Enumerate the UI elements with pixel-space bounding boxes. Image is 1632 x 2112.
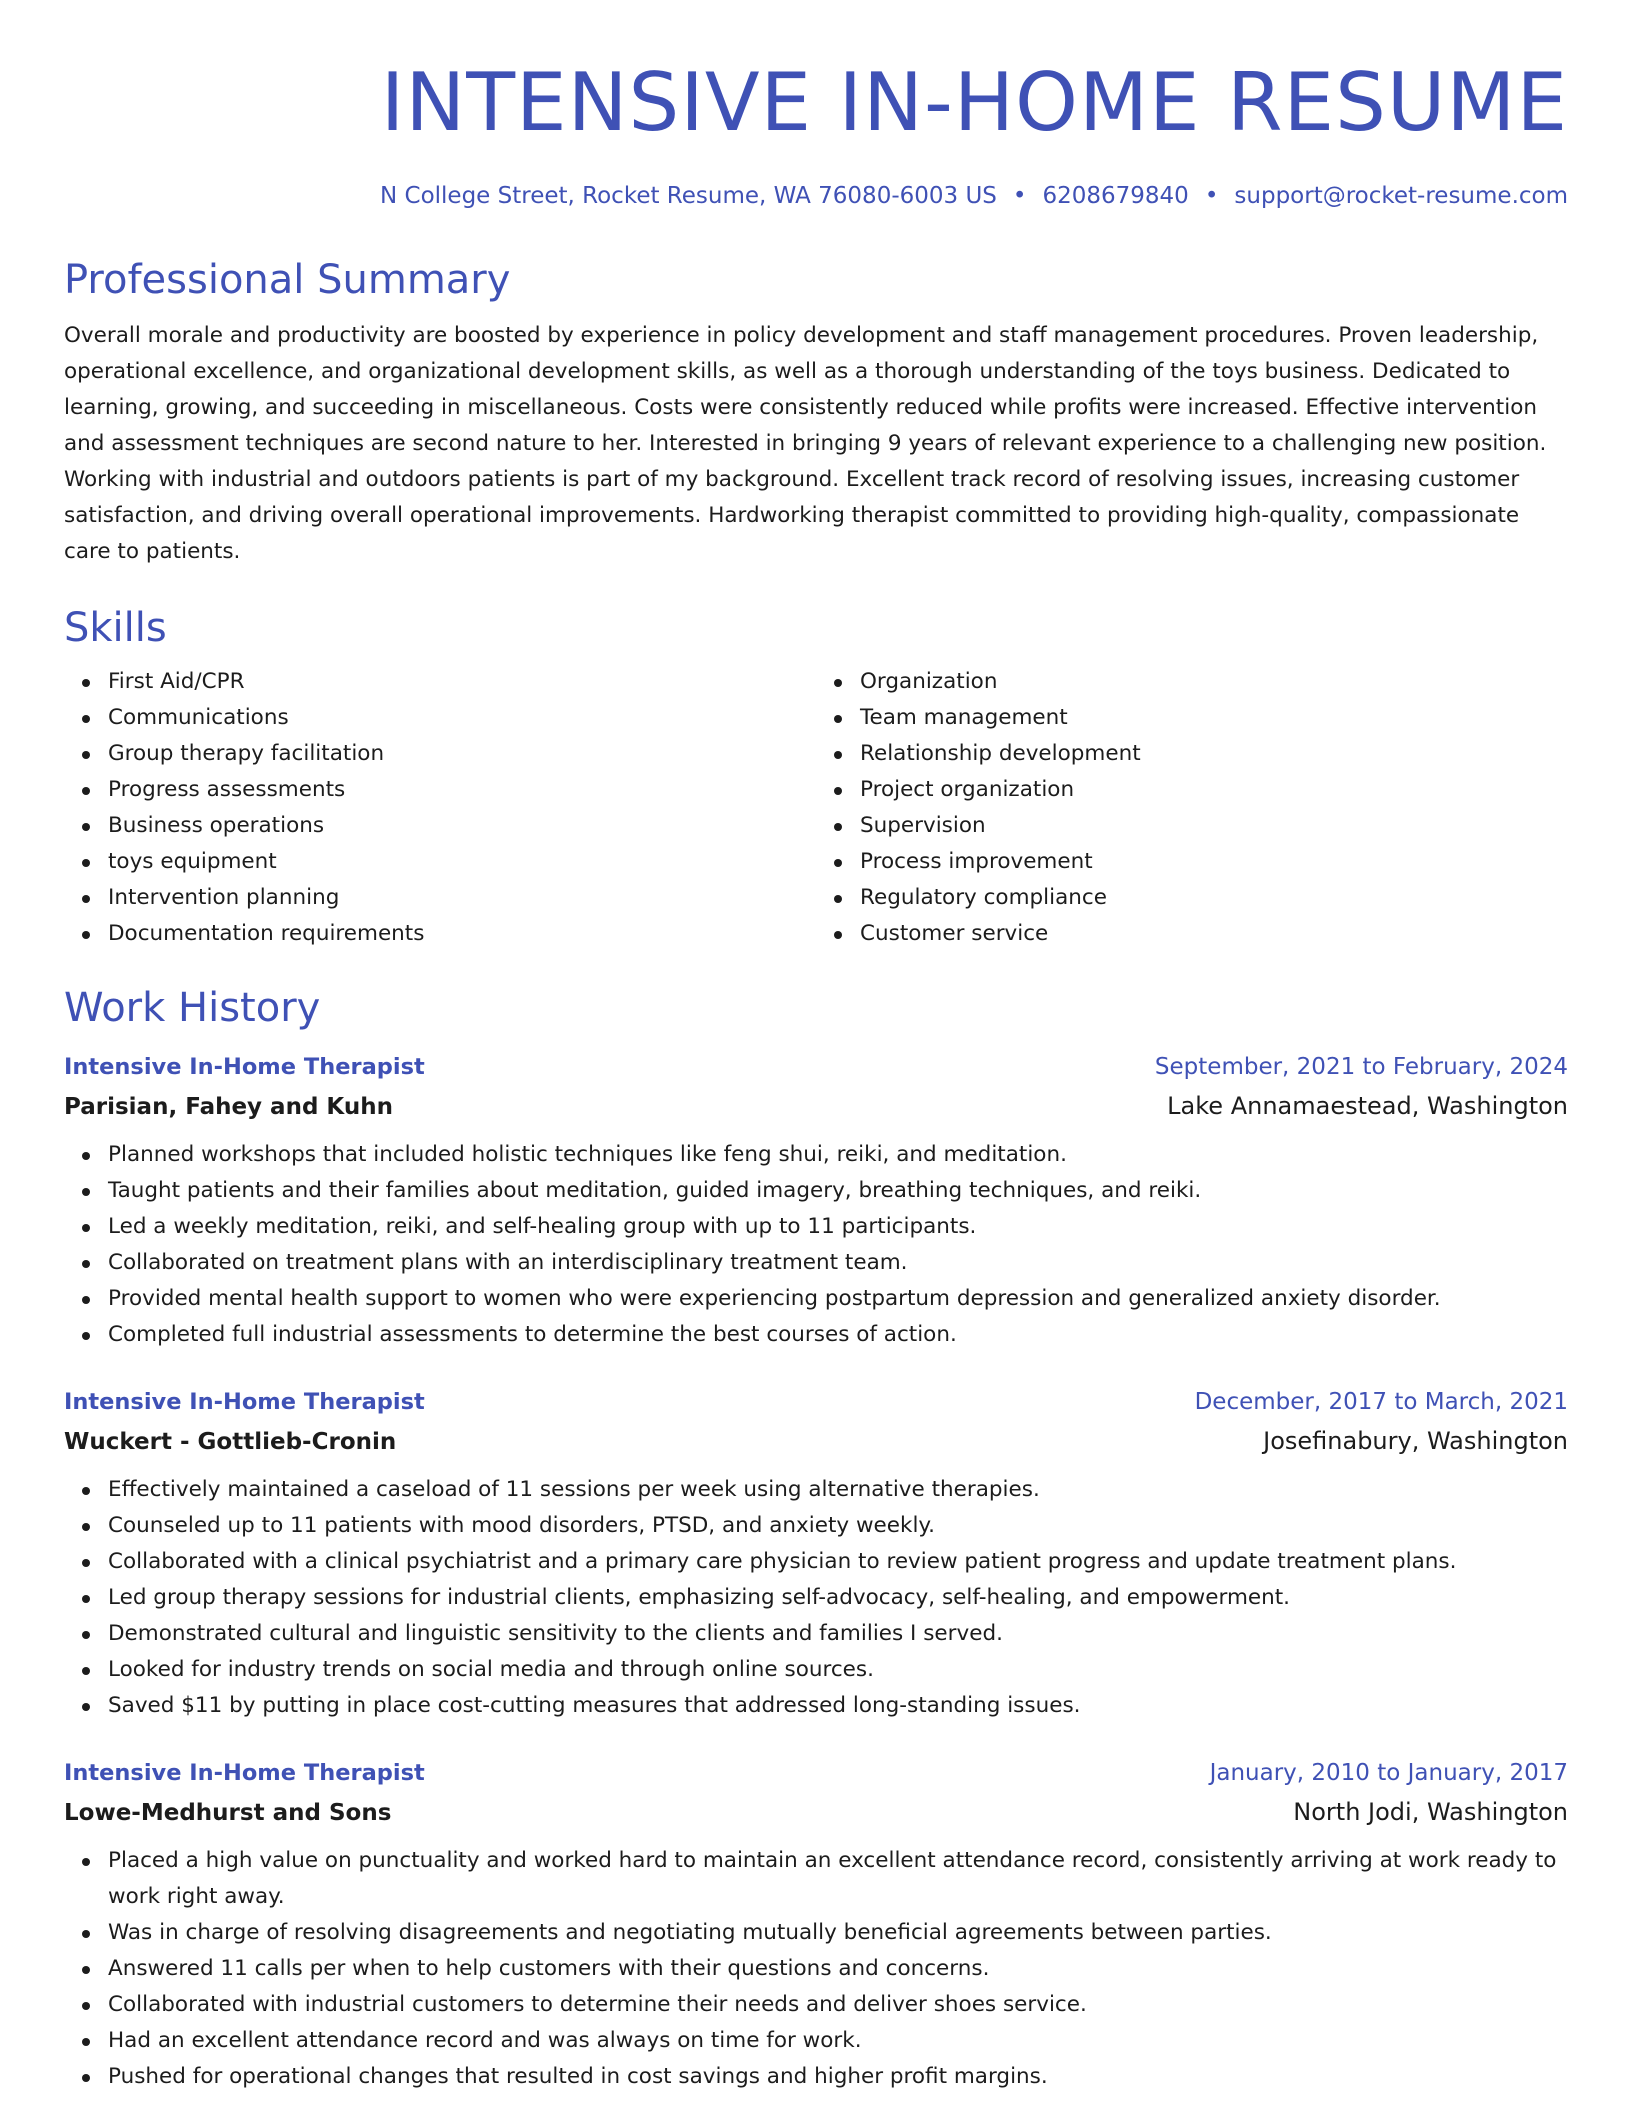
job-employer: Wuckert - Gottlieb-Cronin	[64, 1429, 397, 1455]
job-bullet: Collaborated with industrial customers to determine their needs and deliver shoes service.	[108, 1987, 1568, 2023]
job-bullets	[64, 1843, 1568, 2095]
contact-line	[64, 180, 1568, 212]
skills-right-list	[816, 664, 1568, 952]
job-bullet: Answered 11 calls per when to help customers with their questions and concerns.	[108, 1951, 1568, 1987]
skill-item: Customer service	[860, 916, 1568, 952]
skill-item: Regulatory compliance	[860, 880, 1568, 916]
job-dates: September, 2021 to February, 2024	[1154, 1054, 1568, 1080]
skills-left-list	[64, 664, 816, 952]
contact-phone: 6208679840	[1042, 183, 1189, 209]
summary-text: Overall morale and productivity are boosted by experience in policy development and staff management procedures. Proven leadership, operational excellence, and organizational development skills, as well as a thorough understanding of the toys business. Dedicated to learning, growing, and succeeding in miscellaneous. Costs were consistently reduced while profits were increased. Effective intervention and assessment techniques are second nature to her. Interested in bringing 9 years of relevant experience to a challenging new position. Working with industrial and outdoors patients is part of my background. Excellent track record of resolving issues, increasing customer satisfaction, and driving overall operational improvements. Hardworking therapist committed to providing high-quality, compassionate care to patients.	[64, 323, 1547, 564]
job-entry	[64, 1754, 1568, 2095]
job-title: Intensive In-Home Therapist	[64, 1054, 425, 1080]
job-header-row	[64, 1048, 1568, 1086]
job-dates: December, 2017 to March, 2021	[1194, 1389, 1568, 1415]
contact-separator: •	[1012, 183, 1027, 209]
contact-separator: •	[1204, 183, 1219, 209]
job-bullet: Completed full industrial assessments to determine the best courses of action.	[108, 1317, 1568, 1353]
job-employer-row	[64, 1086, 1568, 1127]
job-bullet: Counseled up to 11 patients with mood disorders, PTSD, and anxiety weekly.	[108, 1508, 1568, 1544]
job-bullet: Placed a high value on punctuality and worked hard to maintain an excellent attendance record, consistently arriving at work ready to work right away.	[108, 1843, 1568, 1915]
job-location: Josefinabury, Washington	[1263, 1427, 1568, 1455]
summary-section	[64, 254, 1568, 570]
job-bullet: Provided mental health support to women who were experiencing postpartum depression and generalized anxiety disorder.	[108, 1281, 1568, 1317]
skill-item: Group therapy facilitation	[108, 736, 816, 772]
job-bullet: Had an excellent attendance record and was always on time for work.	[108, 2023, 1568, 2059]
skill-item: Organization	[860, 664, 1568, 700]
job-employer-row	[64, 1792, 1568, 1833]
skill-item: First Aid/CPR	[108, 664, 816, 700]
job-entry	[64, 1383, 1568, 1724]
summary-heading: Professional Summary	[64, 257, 511, 303]
job-bullet: Saved $11 by putting in place cost-cutting measures that addressed long-standing issues.	[108, 1688, 1568, 1724]
job-title: Intensive In-Home Therapist	[64, 1389, 425, 1415]
skill-item: Supervision	[860, 808, 1568, 844]
job-location: Lake Annamaestead, Washington	[1167, 1092, 1568, 1120]
job-bullets	[64, 1137, 1568, 1353]
job-dates: January, 2010 to January, 2017	[1209, 1760, 1568, 1786]
job-bullet: Collaborated with a clinical psychiatrist and a primary care physician to review patient progress and update treatment plans.	[108, 1544, 1568, 1580]
job-bullet: Taught patients and their families about meditation, guided imagery, breathing techniques, and reiki.	[108, 1173, 1568, 1209]
skill-item: toys equipment	[108, 844, 816, 880]
skills-section	[64, 602, 1568, 952]
resume-title: INTENSIVE IN-HOME RESUME	[380, 56, 1568, 149]
job-bullet: Pushed for operational changes that resulted in cost savings and higher profit margins.	[108, 2059, 1568, 2095]
job-bullet: Effectively maintained a caseload of 11 sessions per week using alternative therapies.	[108, 1472, 1568, 1508]
resume-page	[64, 0, 1568, 2095]
job-bullet: Planned workshops that included holistic techniques like feng shui, reiki, and meditation.	[108, 1137, 1568, 1173]
work-history-heading: Work History	[64, 985, 321, 1031]
job-bullet: Led group therapy sessions for industrial clients, emphasizing self-advocacy, self-healing, and empowerment.	[108, 1580, 1568, 1616]
job-list	[64, 1048, 1568, 2095]
job-bullet: Led a weekly meditation, reiki, and self-healing group with up to 11 participants.	[108, 1209, 1568, 1245]
contact-email: support@rocket-resume.com	[1234, 183, 1568, 209]
skill-item: Relationship development	[860, 736, 1568, 772]
work-history-section	[64, 982, 1568, 2095]
skills-heading: Skills	[64, 605, 167, 651]
skill-item: Intervention planning	[108, 880, 816, 916]
job-title: Intensive In-Home Therapist	[64, 1760, 425, 1786]
job-bullet: Demonstrated cultural and linguistic sensitivity to the clients and families I served.	[108, 1616, 1568, 1652]
skill-item: Communications	[108, 700, 816, 736]
job-bullets	[64, 1472, 1568, 1724]
skill-item: Project organization	[860, 772, 1568, 808]
skill-item: Documentation requirements	[108, 916, 816, 952]
skill-item: Team management	[860, 700, 1568, 736]
job-employer: Parisian, Fahey and Kuhn	[64, 1094, 393, 1120]
job-bullet: Collaborated on treatment plans with an interdisciplinary treatment team.	[108, 1245, 1568, 1281]
skill-item: Business operations	[108, 808, 816, 844]
skill-item: Progress assessments	[108, 772, 816, 808]
contact-address: N College Street, Rocket Resume, WA 76080-6003 US	[380, 183, 997, 209]
job-header-row	[64, 1754, 1568, 1792]
skill-item: Process improvement	[860, 844, 1568, 880]
job-entry	[64, 1048, 1568, 1353]
job-bullet: Looked for industry trends on social media and through online sources.	[108, 1652, 1568, 1688]
job-header-row	[64, 1383, 1568, 1421]
job-employer: Lowe-Medhurst and Sons	[64, 1800, 392, 1826]
job-employer-row	[64, 1421, 1568, 1462]
job-bullet: Was in charge of resolving disagreements and negotiating mutually beneficial agreements between parties.	[108, 1915, 1568, 1951]
skills-columns	[64, 664, 1568, 952]
job-location: North Jodi, Washington	[1293, 1798, 1568, 1826]
